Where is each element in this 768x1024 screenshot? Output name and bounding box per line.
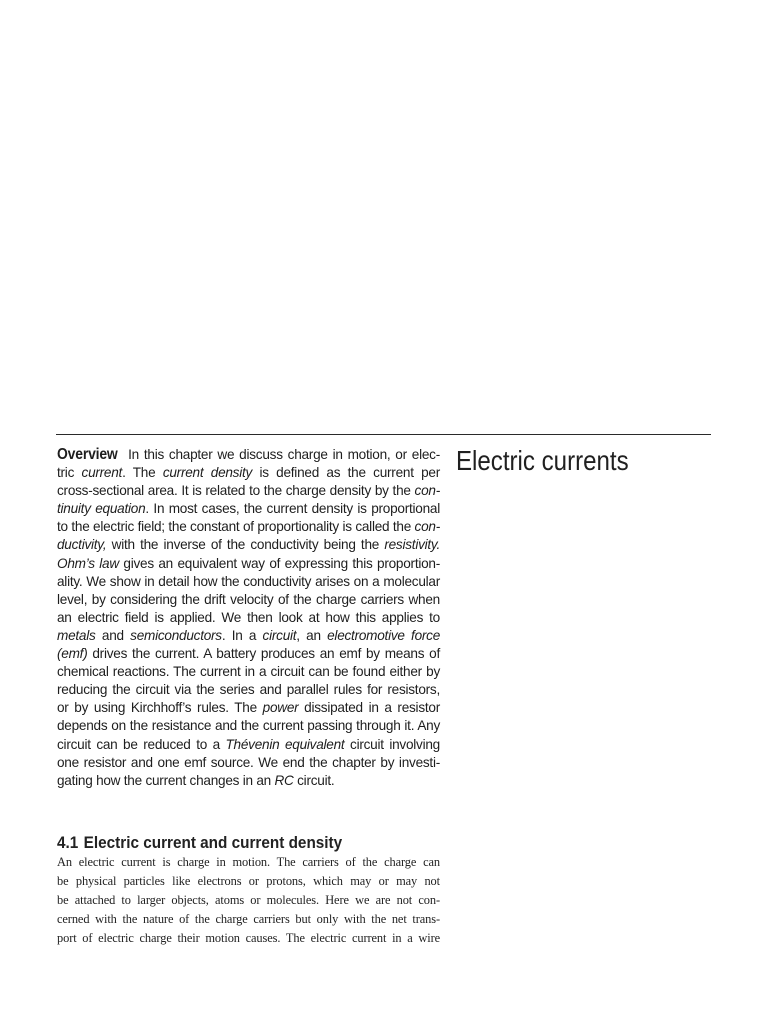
- chapter-title: Electric currents: [456, 445, 629, 476]
- overview-line: [57, 591, 440, 609]
- overview-term: semiconductors: [130, 627, 222, 643]
- overview-line: [57, 573, 440, 591]
- overview-term: power: [262, 700, 299, 716]
- overview-line: [57, 609, 440, 627]
- overview-term: metals: [57, 627, 96, 643]
- overview-term: (emf): [57, 646, 88, 662]
- overview-text: circuit can be reduced to a: [57, 736, 226, 752]
- overview-line: [57, 663, 440, 681]
- section-number: 4.1: [57, 833, 79, 852]
- overview-text: ality. We show in detail how the conductivity arises on a molecular: [57, 573, 440, 589]
- overview-line: [57, 446, 440, 464]
- overview-term: tinuity equation: [57, 501, 146, 517]
- overview-term: ductivity,: [57, 537, 107, 553]
- section-body: [57, 853, 440, 947]
- section-body-lines: [57, 853, 440, 947]
- overview-line: [57, 627, 440, 645]
- section-body-line: be attached to larger objects, atoms or molecules. Here we are not con-: [57, 892, 440, 907]
- section-title: Electric current and current density: [83, 833, 343, 852]
- overview-line: [57, 736, 440, 754]
- header-rule: [56, 434, 711, 435]
- overview-line: [57, 536, 440, 554]
- overview-text: , an: [296, 627, 328, 643]
- overview-heading: Overview: [57, 446, 118, 463]
- overview-lines: [57, 446, 440, 790]
- overview-term: circuit: [262, 627, 297, 643]
- overview-text: gating how the current changes in an: [57, 772, 275, 788]
- overview-text: tric: [57, 465, 82, 481]
- section-heading: [57, 832, 342, 854]
- overview-text: an electric field is applied. We then look at how this applies to: [57, 609, 440, 625]
- overview-term: RC: [274, 772, 294, 788]
- overview-text: . In a: [221, 627, 263, 643]
- overview-line: [57, 772, 440, 790]
- overview-text: In this chapter we discuss charge in motion, or elec-: [128, 447, 440, 462]
- overview-text: level, by considering the drift velocity of the charge carriers when: [57, 591, 440, 607]
- overview-text: gives an equivalent way of expressing this proportion-: [118, 555, 441, 571]
- overview-term: Ohm’s law: [57, 555, 119, 571]
- overview-term: resistivity.: [384, 537, 440, 553]
- overview-text: is defined as the current per: [252, 465, 441, 481]
- overview-line: [57, 699, 440, 717]
- overview-line: [57, 464, 440, 482]
- overview-text: one resistor and one emf source. We end the chapter by investi-: [57, 754, 440, 770]
- overview-text: or by using Kirchhoff’s rules. The: [57, 700, 263, 716]
- overview-term: con-: [414, 483, 440, 499]
- section-body-line: be physical particles like electrons or protons, which may or may not: [57, 873, 440, 888]
- overview-text: dissipated in a resistor: [298, 700, 440, 716]
- overview-text: reducing the circuit via the series and parallel rules for resistors,: [57, 682, 440, 698]
- overview-text: and: [95, 627, 131, 643]
- overview-text: . The: [122, 465, 163, 481]
- overview-paragraph: [57, 446, 440, 790]
- overview-term: current density: [162, 465, 253, 481]
- overview-line: [57, 482, 440, 500]
- overview-text: with the inverse of the conductivity being the: [106, 537, 385, 553]
- overview-text: circuit.: [293, 772, 335, 788]
- overview-text: drives the current. A battery produces an emf by means of: [87, 646, 440, 662]
- overview-term: Thévenin equivalent: [225, 736, 345, 752]
- section-body-line: An electric current is charge in motion. The carriers of the charge can: [57, 855, 440, 869]
- overview-line: [57, 717, 440, 735]
- overview-term: con-: [414, 519, 440, 535]
- overview-term: current: [81, 465, 123, 481]
- overview-line: [57, 754, 440, 772]
- overview-line: [57, 500, 440, 518]
- overview-text: circuit involving: [344, 736, 440, 752]
- section-body-line: port of electric charge their motion causes. The electric current in a wire: [57, 930, 440, 945]
- section-body-line: cerned with the nature of the charge carriers but only with the net trans-: [57, 911, 440, 926]
- overview-text: to the electric field; the constant of proportionality is called the: [57, 519, 415, 535]
- overview-text: chemical reactions. The current in a circuit can be found either by: [57, 664, 440, 680]
- overview-text: depends on the resistance and the current passing through it. Any: [57, 718, 440, 734]
- overview-line: [57, 681, 440, 699]
- overview-text: cross-sectional area. It is related to the charge density by the: [57, 483, 415, 499]
- overview-term: electromotive force: [327, 627, 441, 643]
- overview-line: [57, 645, 440, 663]
- overview-text: . In most cases, the current density is proportional: [145, 501, 440, 517]
- overview-line: [57, 555, 440, 573]
- overview-line: [57, 518, 440, 536]
